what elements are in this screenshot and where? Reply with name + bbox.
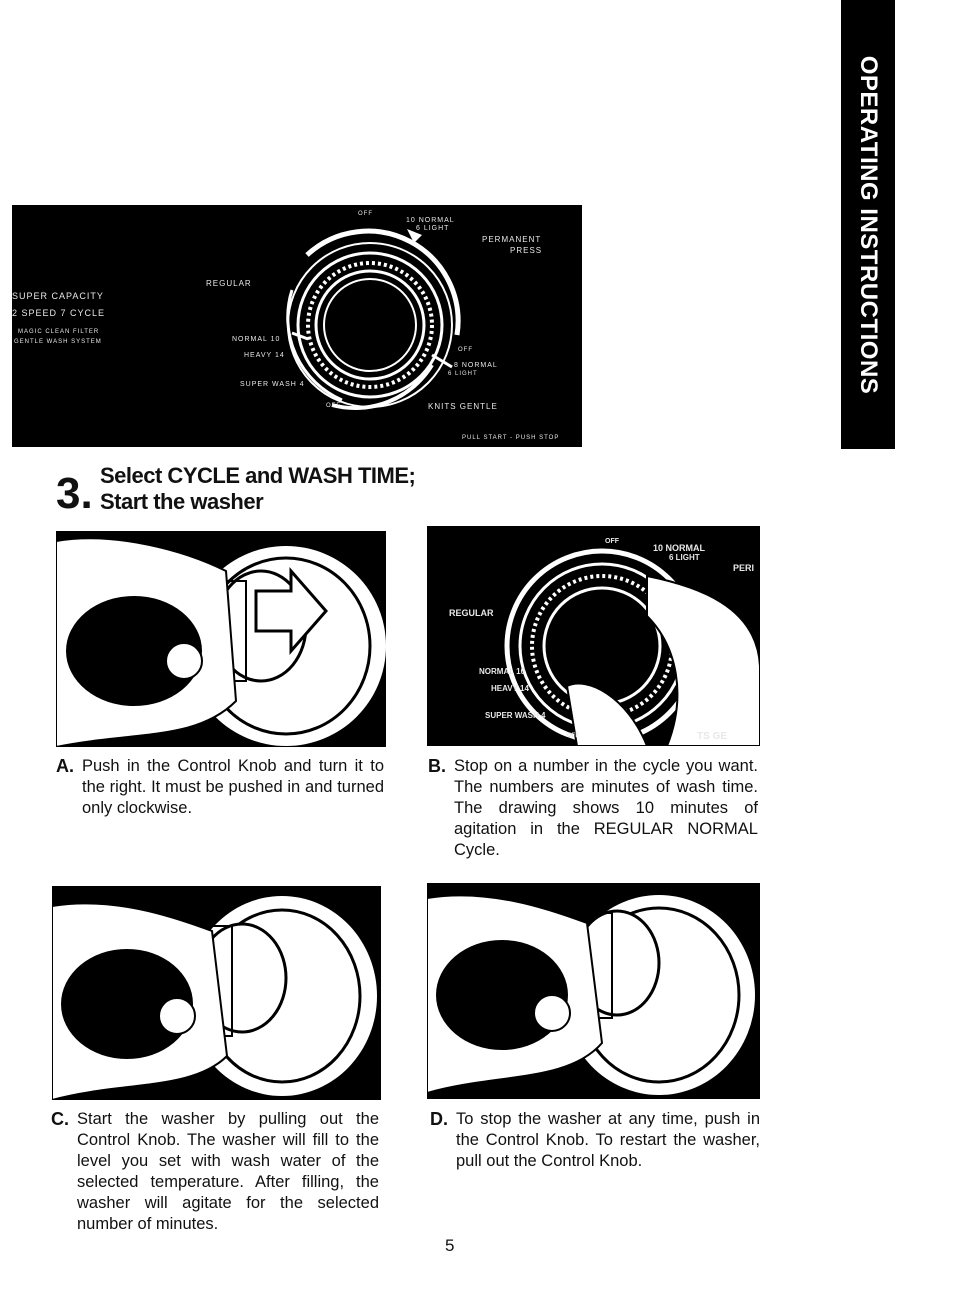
- label-knits-gentle: KNITS GENTLE: [428, 402, 498, 411]
- brand-filter: MAGIC CLEAN FILTER: [18, 329, 100, 335]
- caption-b-label: B.: [428, 756, 446, 776]
- caption-a: [56, 756, 384, 819]
- caption-a-label: A.: [56, 756, 74, 776]
- page-number: 5: [445, 1236, 455, 1255]
- b-label-knits: TS GE: [697, 731, 728, 742]
- hand-push-stop-drawing: [427, 883, 760, 1099]
- label-normal-8: 8 NORMAL: [454, 362, 498, 369]
- caption-a-text: Push in the Control Knob and turn it to the right. It must be pushed in and turned only clockwise.: [82, 757, 384, 817]
- b-label-heavy-14: HEAVY 14: [491, 684, 529, 693]
- label-normal-10-left: NORMAL 10: [232, 336, 281, 343]
- caption-b: [428, 756, 758, 861]
- label-pull-push: PULL START - PUSH STOP: [462, 435, 560, 441]
- b-label-normal-10: 10 NORMAL: [653, 543, 706, 553]
- caption-c: [51, 1109, 379, 1235]
- illustration-b: [427, 526, 760, 746]
- label-normal-10: 10 NORMAL: [406, 217, 455, 224]
- illustration-d: [427, 883, 760, 1099]
- caption-c-text: Start the washer by pulling out the Control Knob. The washer will fill to the level you set with wash water of the selected temperature. After filling, the washer will agitate for the selected number of minutes.: [77, 1110, 379, 1233]
- step-title-line2: Start the washer: [100, 489, 264, 514]
- step-number: 3.: [56, 469, 93, 518]
- step-title-line1: Select CYCLE and WASH TIME;: [100, 463, 416, 488]
- label-regular: REGULAR: [206, 279, 252, 288]
- control-panel-illustration: [12, 205, 582, 447]
- label-off-bottom: OFF: [326, 403, 341, 409]
- caption-d: [430, 1109, 760, 1172]
- label-press: PRESS: [510, 246, 543, 255]
- label-off-top: OFF: [358, 211, 373, 217]
- label-heavy-14: HEAVY 14: [244, 352, 285, 359]
- b-label-normal-10-left: NORMAL 10: [479, 667, 526, 676]
- section-tab: [841, 0, 895, 449]
- step-title: [100, 463, 415, 515]
- hand-push-knob-drawing: [56, 531, 386, 747]
- label-light-6: 6 LIGHT: [416, 225, 450, 232]
- illustration-c: [52, 886, 381, 1100]
- brand-capacity: SUPER CAPACITY: [12, 291, 104, 301]
- brand-gentle: GENTLE WASH SYSTEM: [14, 339, 102, 345]
- brand-speed: 2 SPEED 7 CYCLE: [12, 308, 106, 318]
- dial-set-drawing: [427, 526, 760, 746]
- label-off-right: OFF: [458, 347, 473, 353]
- caption-d-text: To stop the washer at any time, push in the Control Knob. To restart the washer, pull out the Control Knob.: [456, 1110, 760, 1170]
- caption-b-text: Stop on a number in the cycle you want. The numbers are minutes of wash time. The drawing shows 10 minutes of agitation in the REGULAR NORMAL Cycle.: [454, 757, 758, 859]
- b-label-off: OFF: [605, 538, 619, 545]
- section-tab-title: OPERATING INSTRUCTIONS: [855, 55, 882, 394]
- b-label-perm: PERI: [733, 563, 755, 573]
- b-label-off-bottom: OFF: [567, 733, 579, 739]
- label-super-wash-4: SUPER WASH 4: [240, 381, 305, 388]
- caption-c-label: C.: [51, 1109, 69, 1129]
- label-permanent: PERMANENT: [482, 235, 542, 244]
- label-light-6-right: 6 LIGHT: [448, 371, 478, 377]
- illustration-a: [56, 531, 386, 747]
- caption-d-label: D.: [430, 1109, 448, 1129]
- b-label-regular: REGULAR: [449, 608, 494, 618]
- b-label-super-wash-4: SUPER WASH 4: [485, 711, 546, 720]
- b-label-light-6: 6 LIGHT: [669, 553, 700, 562]
- hand-pull-knob-drawing: [52, 886, 381, 1100]
